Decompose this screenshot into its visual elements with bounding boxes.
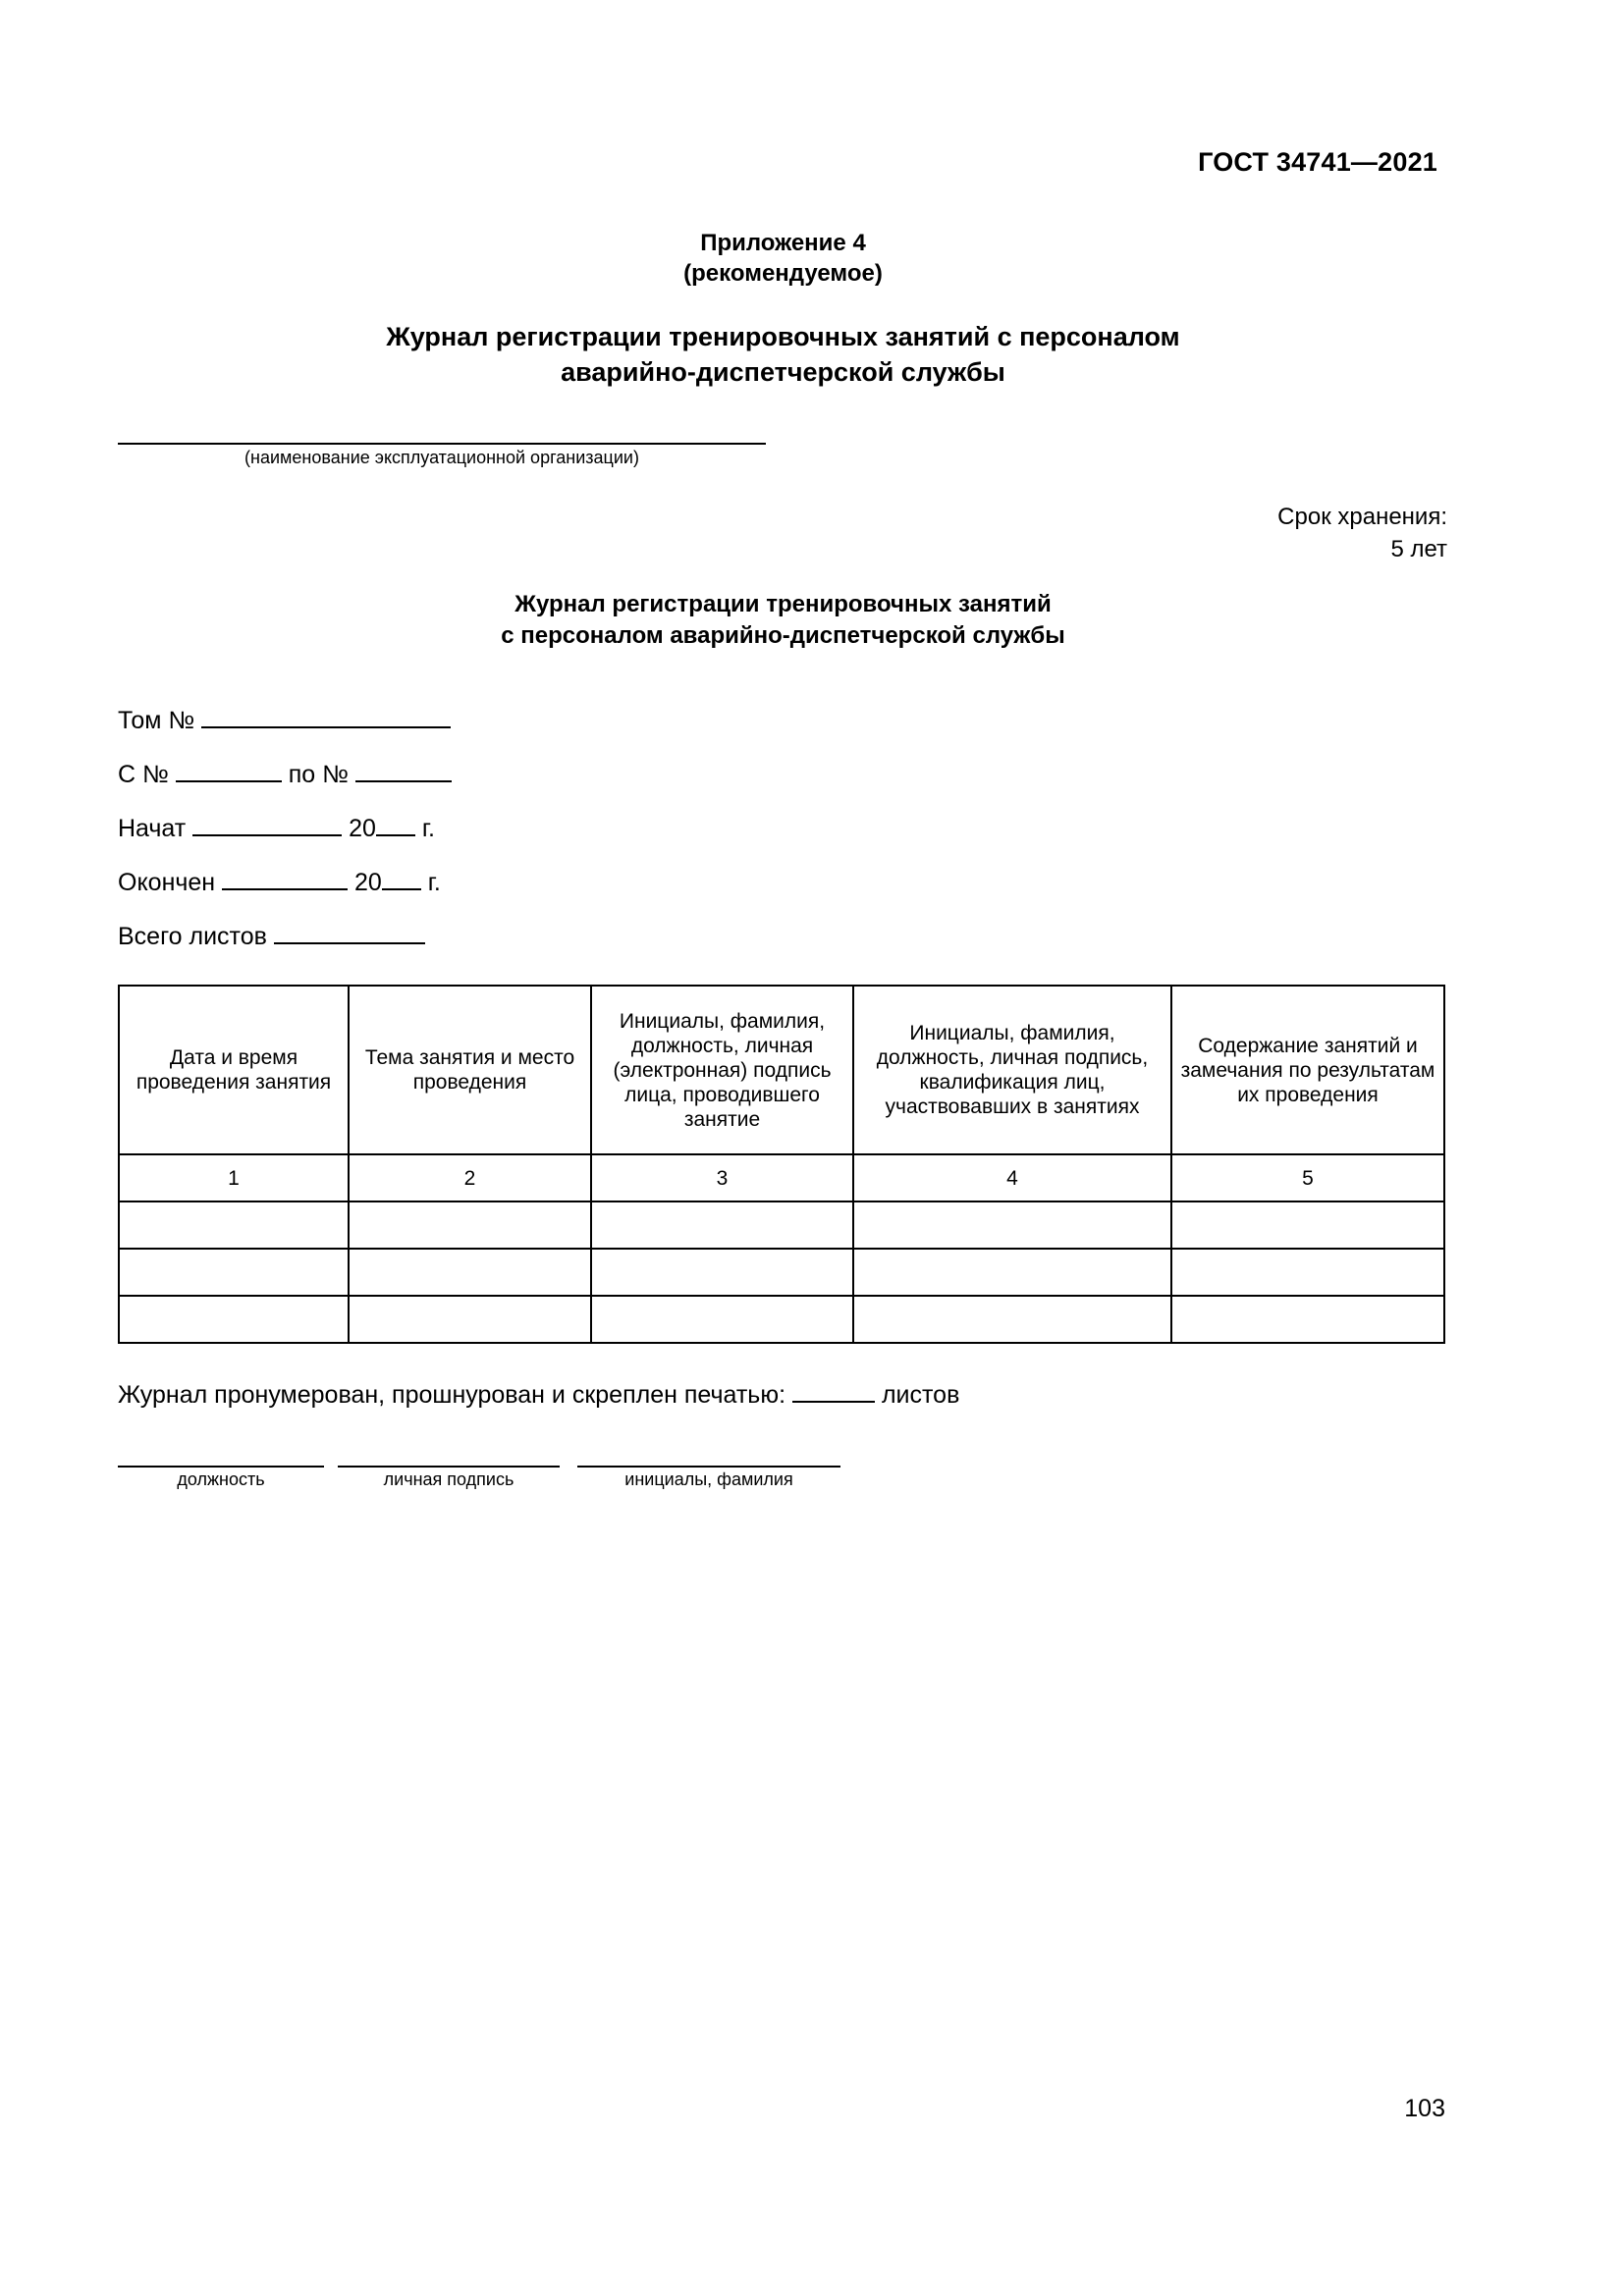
started-year-suffix: г. <box>421 815 435 842</box>
volume-blank <box>201 705 451 728</box>
sheets-label: Всего листов <box>118 923 267 950</box>
main-title-line-1: Журнал регистрации тренировочных занятий с персоналом <box>386 322 1180 351</box>
table-cell <box>119 1201 349 1249</box>
table-cell <box>349 1249 591 1296</box>
storage-period-value: 5 лет <box>1390 536 1447 562</box>
organization-name-caption: (наименование эксплуатационной организации) <box>244 448 639 467</box>
started-year-prefix: 20 <box>349 815 376 842</box>
table-cell <box>591 1249 853 1296</box>
appendix-heading <box>0 228 1566 289</box>
table-row <box>119 1249 1444 1296</box>
volume-field <box>118 705 451 735</box>
journal-title <box>0 589 1566 652</box>
table-cell <box>591 1296 853 1343</box>
training-log-table <box>118 985 1445 1344</box>
table-cell <box>1171 1296 1444 1343</box>
table-cell <box>853 1201 1171 1249</box>
to-label: по № <box>288 761 349 788</box>
column-number-1: 1 <box>119 1154 349 1201</box>
table-row <box>119 1296 1444 1343</box>
column-number-4: 4 <box>853 1154 1171 1201</box>
table-cell <box>853 1296 1171 1343</box>
column-number-3: 3 <box>591 1154 853 1201</box>
started-year-blank <box>376 813 415 836</box>
table-cell <box>349 1201 591 1249</box>
table-cell <box>853 1249 1171 1296</box>
position-signature-line <box>118 1466 324 1468</box>
from-label: С № <box>118 761 169 788</box>
table-cell <box>119 1296 349 1343</box>
to-blank <box>355 759 452 782</box>
header-participants: Инициалы, фамилия, должность, личная подпись, квалификация лиц, участвовавших в занятиях <box>853 986 1171 1154</box>
appendix-status: (рекомендуемое) <box>683 260 883 287</box>
header-instructor: Инициалы, фамилия, должность, личная (электронная) подпись лица, проводившего занятие <box>591 986 853 1154</box>
started-label: Начат <box>118 815 187 842</box>
storage-period-label: Срок хранения: <box>1277 504 1447 530</box>
main-title <box>0 319 1566 390</box>
organization-name-line <box>118 443 766 445</box>
table-cell <box>1171 1249 1444 1296</box>
name-signature-line <box>577 1466 840 1468</box>
appendix-number: Приложение 4 <box>700 230 866 256</box>
finished-year-suffix: г. <box>427 869 441 896</box>
table-cell <box>119 1249 349 1296</box>
started-blank <box>192 813 342 836</box>
table-cell <box>1171 1201 1444 1249</box>
header-content-remarks: Содержание занятий и замечания по результатам их проведения <box>1171 986 1444 1154</box>
finished-field <box>118 867 441 897</box>
header-date-time: Дата и время проведения занятия <box>119 986 349 1154</box>
sealed-sheets-word: листов <box>881 1381 960 1409</box>
sealed-statement <box>118 1379 959 1410</box>
column-number-5: 5 <box>1171 1154 1444 1201</box>
name-caption: инициалы, фамилия <box>624 1469 793 1489</box>
journal-title-line-1: Журнал регистрации тренировочных занятий <box>514 591 1052 617</box>
table-cell <box>349 1296 591 1343</box>
column-number-2: 2 <box>349 1154 591 1201</box>
sheets-field <box>118 921 425 951</box>
table-header-row <box>119 986 1444 1154</box>
storage-period <box>1277 501 1447 565</box>
table-cell <box>591 1201 853 1249</box>
personal-signature-line <box>338 1466 560 1468</box>
page-number: 103 <box>1404 2095 1445 2122</box>
sealed-text: Журнал пронумерован, прошнурован и скреплен печатью: <box>118 1381 786 1409</box>
table-column-numbers-row <box>119 1154 1444 1201</box>
table-row <box>119 1201 1444 1249</box>
finished-label: Окончен <box>118 869 216 896</box>
main-title-line-2: аварийно-диспетчерской службы <box>561 357 1005 387</box>
header-topic-place: Тема занятия и место проведения <box>349 986 591 1154</box>
sealed-sheets-blank <box>792 1379 875 1403</box>
finished-year-blank <box>382 867 421 890</box>
finished-year-prefix: 20 <box>354 869 382 896</box>
sheets-blank <box>274 921 425 944</box>
journal-title-line-2: с персоналом аварийно-диспетчерской службы <box>501 622 1065 649</box>
volume-label: Том № <box>118 707 195 734</box>
range-field <box>118 759 452 789</box>
finished-blank <box>222 867 348 890</box>
started-field <box>118 813 435 843</box>
position-caption: должность <box>177 1469 265 1489</box>
from-blank <box>176 759 282 782</box>
standard-code: ГОСТ 34741—2021 <box>1198 147 1437 177</box>
personal-signature-caption: личная подпись <box>383 1469 514 1489</box>
